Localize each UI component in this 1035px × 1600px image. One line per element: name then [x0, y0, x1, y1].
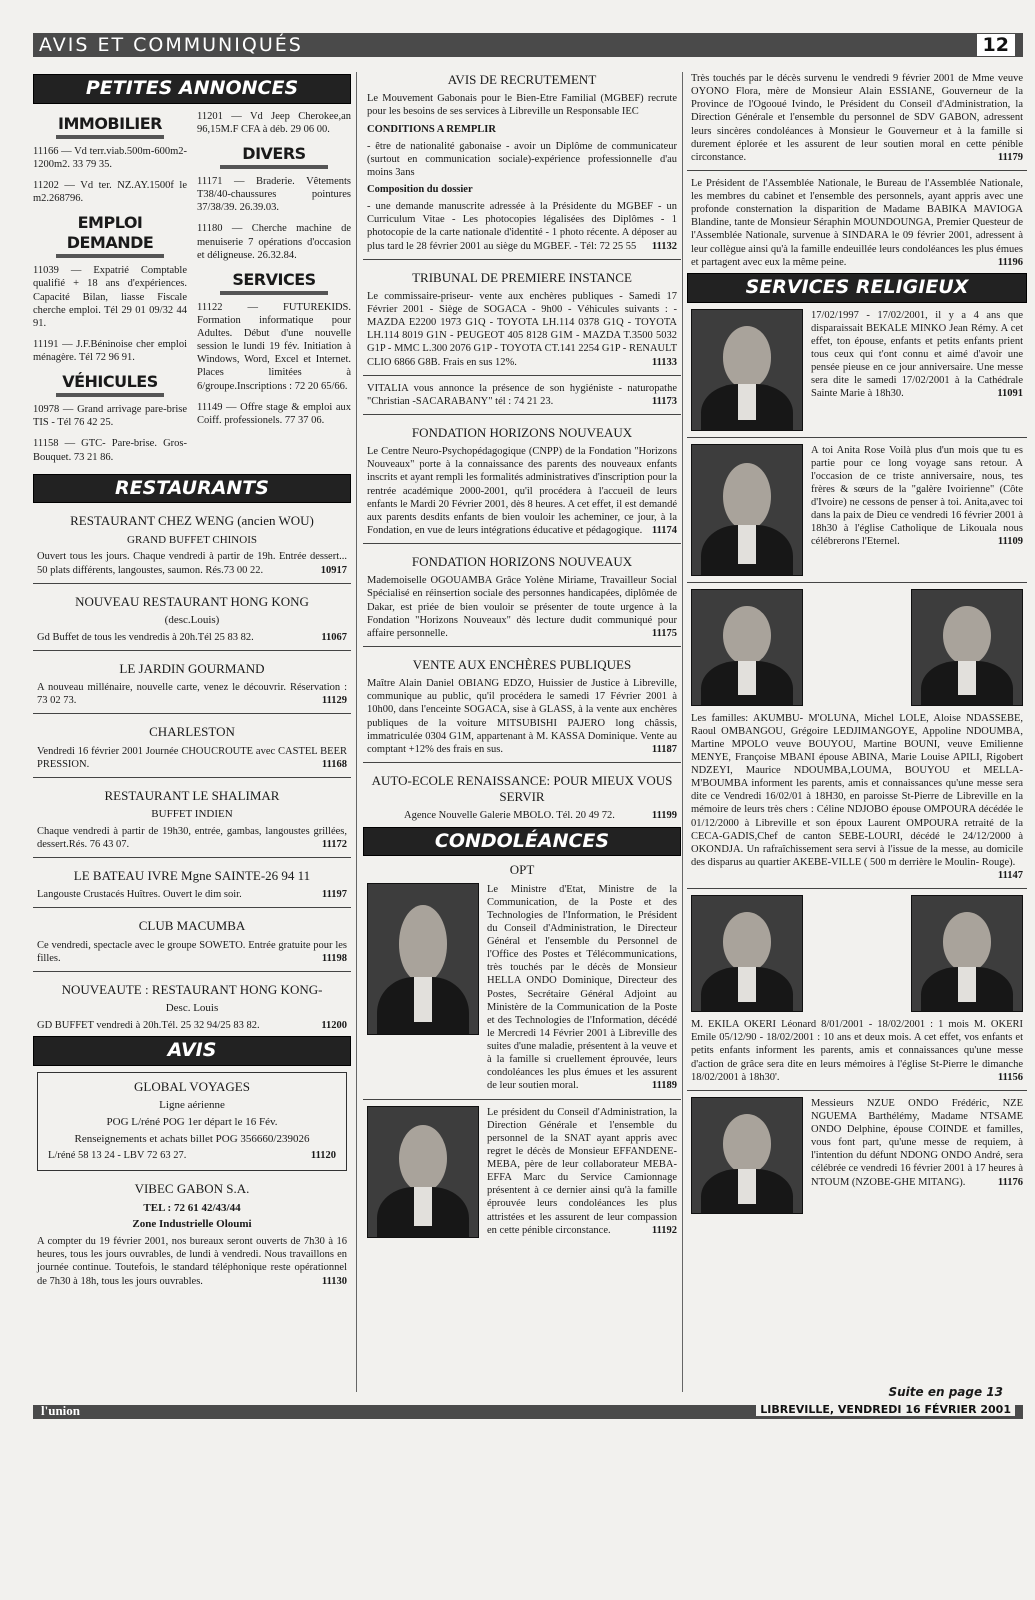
ad-ref: 11189	[651, 1080, 677, 1092]
restaurant-body: Gd Buffet de tous les vendredis à 20h.Tél 25 83 82.	[37, 631, 254, 643]
ad-body: Agence Nouvelle Galerie MBOLO. Tél. 20 49 72.	[403, 810, 615, 822]
ad-ref: 11129	[321, 695, 347, 707]
ad-ref: 11172	[321, 838, 347, 850]
portrait-photo	[367, 883, 479, 1035]
ad-body: A toi Anita Rose Voilà plus d'un mois que tu es partie pour ce long voyage sans retour. A l'occasion de ce triste anniversaire, nous, tes frères & sœurs de la "galère Ivoirienne" (Côte d'Ivoire) ne cessons de penser à toi. Anita,avec toi dans la paix de Dieu ce vendredi 16 février 2001 à 18h30 à l'église Catholique de Likouala nous célébrerons l'Eternel.	[811, 444, 1023, 548]
portrait-photo	[367, 1106, 479, 1238]
restaurant-title: CLUB MACUMBA	[138, 918, 246, 934]
ad-ref: 11198	[321, 952, 347, 964]
classified-ad: 11122 — FUTUREKIDS. Formation informatique pour Adultes. Début d'une nouvelle session le lundi 19 fév. Initiation à Windows, Word, Excel et Internet. Places limitées à 6/groupe.Inscriptions : 72 20 65/66.	[197, 301, 351, 392]
portrait-photo	[911, 895, 1023, 1012]
portrait-photo	[691, 309, 803, 431]
ad-title: FONDATION HORIZONS NOUVEAUX	[411, 424, 633, 440]
classified-ad: 11039 — Expatrié Comptable qualifié + 18 ans d'expériences. Capacité Bilan, liasse Fiscale cherche emploi. Tél 29 01 09/32 44 91.	[33, 265, 187, 329]
ad-body: VITALIA vous annonce la présence de son hygiéniste - naturopathe "Christian -SACARABANY" tél : 74 21 23.	[367, 382, 677, 407]
restaurant-title: NOUVEAU RESTAURANT HONG KONG	[75, 593, 309, 609]
ad-title: AUTO-ECOLE RENAISSANCE: POUR MIEUX VOUS SERVIR	[371, 772, 673, 805]
ad-ref: 10917	[320, 564, 347, 576]
restaurant-body: Ce vendredi, spectacle avec le groupe SOWETO. Entrée gratuite pour les filles.	[37, 939, 347, 964]
restaurant-title: NOUVEAUTE : RESTAURANT HONG KONG-	[61, 981, 323, 997]
classifieds-col-a	[33, 110, 187, 472]
ad-title: OPT	[509, 862, 535, 878]
global-voyages-box	[37, 1072, 347, 1172]
portrait-photo	[691, 895, 803, 1012]
classified-ad: 11201 — Vd Jeep Cherokee,an 96,15M.F CFA à déb. 29 06 00.	[197, 110, 351, 135]
column-left	[33, 72, 351, 1292]
ad-title: GLOBAL VOYAGES	[134, 1078, 250, 1094]
divers-heading: DIVERS	[242, 144, 306, 163]
restaurant-body: Chaque vendredi à partir de 19h30, entrée, gambas, langoustes grillées, dessert.Rés. 76 43 07.	[37, 825, 347, 850]
ad-ref: 11132	[651, 240, 677, 252]
column-middle	[363, 72, 681, 1238]
ad-body: Les familles: AKUMBU- M'OLUNA, Michel LOLE, Aloise NDASSEBE, Raoul OMBANGOU, Grégoire LEDJIMANGOYE, Appoline NDOUMBA, Martine MPOLO veuve BOUYOU, Martine BOUNI, veuve Emilienne MENYE, Françoise MBANI épouse ABINA, Marie Louise APILI, Rigobert NDZEYI, Maurice NDOUMBA,LOUMA, BOUYOU et MELLA-M'BOUMBA informent les parents, amis et connaissances qu'une messe sera dite ce Vendredi 16/02/01 à 18H30, en paroisse St-Pierre de Libreville en la mémoire de leurs très chers : Céline NDJOBO épouse OMPOURA décédée le 01/12/2000 à Libreville et son époux Laurent OMPOURA retraité de la CECA-GADIS,Chef de canton SEBE-LOURI, décédé le 24/12/2000 à OKONDJA. Un rafraîchissement sera servi à l'issue de la messe, au domicile des disparus au quartier AKEBE-VILLE ( 500 m derrière le Moulin- Rouge).	[691, 712, 1023, 868]
ad-ref: 11091	[997, 388, 1023, 400]
ad-ref: 11179	[997, 151, 1023, 163]
newspaper-brand: l'union	[41, 1403, 81, 1418]
ad-body: Le Ministre d'Etat, Ministre de la Communication, de la Poste et des Technologies de l'Information, le Président du Conseil d'Administration, le Directeur Général et l'ensemble du Personnel de l'Office des Postes et Télécommunications, très touchés par le décès de Monsieur HELLA ONDO Dominique, Directeur des Postes, Secrétaire Général Adjoint au Ministère de la Communication de la Poste et des Technologies de l'Information, décédé le Mercredi 14 Février 2001 à Libreville des suites d'une maladie, présentent à la veuve et à la famille si cruellement éprouvée, leurs condoléances les plus émues et les assurent de leur soutien moral.	[487, 883, 677, 1092]
condoleances-band: CONDOLÉANCES	[363, 827, 681, 857]
ad-body: Maître Alain Daniel OBIANG EDZO, Huissier de Justice à Libreville, communique au public, qu'il procédera le samedi 17 Février 2001 à 10h00, dans l'enceinte SOGACA, sise à GLASS, à la vente aux enchères publiques de la voiture MITSUBISHI PAJERO long châssis, immatriculée 0304 G1M, appartenant à M. KASSA Dominique. Vente au comptant +12% des frais en sus.	[367, 678, 677, 755]
classified-ad: 11202 — Vd ter. NZ.AY.1500f le m2.268796.	[33, 180, 187, 205]
vehicules-heading: VÉHICULES	[62, 372, 158, 392]
ad-ref: 11067	[321, 631, 347, 643]
classified-ad: 11158 — GTC- Pare-brise. Gros-Bouquet. 73 21 86.	[33, 438, 187, 463]
ad-body: Le Centre Neuro-Psychopédagogique (CNPP) de la Fondation "Horizons Nouveaux" porte à la connaissance des parents des nouveaux enfants inscrits et ayant rempli les formalités administratives d'inscription pour la rentrée académique 2000-2001, qu'il procédera à l'accueil de leurs enfants le Mardi 20 Février 2001, dès 8 heures. A cet effet, il est demandé aux parents desdits enfants de bien vouloir les acheminer, ce jour, à la Fondation, en vue de leurs intégrations éducative et pédagogique.	[367, 446, 677, 536]
ad-body: Le commissaire-priseur- vente aux enchères publiques - Samedi 17 Février 2001 - Siège de SOGACA - 9h00 - Véhicules suivants : - MAZDA E2200 1973 G1Q - TOYOTA LH.114 0378 G1Q - TOYOTA LH.114 8019 G1N - PEUGEOT 405 8128 G1M - MAZDA T.3500 5032 G1P - MMC L.300 2076 G1P - TOYOTA CT.141 2254 G1P - RENAULT CLIO 6866 G8B. Frais en sus 12%.	[367, 290, 677, 368]
restaurant-subtitle: BUFFET INDIEN	[151, 808, 233, 820]
ad-ref: 11187	[651, 743, 677, 755]
ad-body: Mademoiselle OGOUAMBA Grâce Yolène Miriame, Travailleur Social Spécialisé en réinsertion sociale des personnes handicapées, diplômée de Dakar, est priée de bien vouloir se présenter de toute urgence à la Fondation "Horizons Nouveaux" dès lecture dudit communiqué pour affaire personnelle.	[367, 575, 677, 639]
classifieds-col-b	[197, 110, 351, 472]
ad-ref: 11199	[651, 810, 677, 822]
portrait-photo	[691, 589, 803, 706]
classified-ad: 11149 — Offre stage & emploi aux Coiff. professionels. 77 37 06.	[197, 401, 351, 426]
classified-ad: 11191 — J.F.Béninoise cher emploi ménagère. Tél 72 96 91.	[33, 338, 187, 363]
ad-body: A compter du 19 février 2001, nos bureaux seront ouverts de 7h30 à 16 heures, tous les jours ouvrables, de lundi à vendredi. Nous travaillons en journée continue. Toutefois, le standard téléphonique reste opérationnel de 7h30 à 18h, tous les jours ouvrables.	[37, 1236, 347, 1287]
portrait-photo	[911, 589, 1023, 706]
section-header	[33, 33, 1023, 57]
page-footer	[33, 1405, 1023, 1419]
newspaper-page	[30, 30, 1023, 1445]
restaurant-body: A nouveau millénaire, nouvelle carte, venez le découvrir. Réservation : 73 02 73.	[37, 682, 347, 707]
classified-ad: 11171 — Braderie. Vêtements T38/40-chaussures pointures 37/38/39. 26.39.03.	[197, 176, 351, 214]
issue-date: LIBREVILLE, VENDREDI 16 FÉVRIER 2001	[756, 1403, 1015, 1416]
ad-ref: 11130	[321, 1275, 347, 1287]
portrait-photo	[691, 444, 803, 576]
restaurants-list	[33, 513, 351, 1032]
ad-body: - être de nationalité gabonaise - avoir un Diplôme de communicateur (surtout en communication sociale)-expérience professionnelle d'au moins 3ans	[367, 140, 677, 178]
column-right	[687, 72, 1027, 1214]
page-number: 12	[977, 34, 1015, 56]
restaurant-title: LE BATEAU IVRE Mgne SAINTE-26 94 11	[73, 868, 311, 883]
avis-band: AVIS	[33, 1036, 351, 1066]
ad-ref: 11109	[997, 536, 1023, 548]
immobilier-heading: IMMOBILIER	[58, 113, 162, 133]
column-rule	[682, 72, 683, 1392]
continued-note: Suite en page 13	[888, 1385, 1003, 1399]
restaurant-subtitle: Desc. Louis	[165, 1002, 219, 1015]
restaurant-title: RESTAURANT CHEZ WENG (ancien WOU)	[70, 513, 314, 529]
ad-ref: 11173	[651, 395, 677, 407]
ad-ref: 11197	[321, 889, 347, 901]
ad-body: Très touchés par le décès survenu le vendredi 9 février 2001 de Mme veuve OYONO Flora, mère de Monsieur Alain ESSIANE, Gouverneur de la Province de l'Ogooué Ivindo, le Président du Conseil d'Administration, la Direction Générale et l'ensemble du personnel de SDV GABON, adressent leurs sincères condoléances à Monsieur le Gouverneur et à la famille si durement éplorée et les assurent de leur soutien moral en cette pénible circonstance.	[691, 73, 1023, 163]
services-religieux-band: SERVICES RELIGIEUX	[687, 273, 1027, 303]
classified-ad: 10978 — Grand arrivage pare-brise TIS - Tél 76 42 25.	[33, 404, 187, 429]
column-rule	[356, 72, 357, 1392]
ad-ref: 11147	[997, 870, 1023, 881]
ad-ref: 11156	[997, 1071, 1023, 1083]
ad-body: - une demande manuscrite adressée à la Présidente du MGBEF - un Curriculum Vitae - Les photocopies légalisées des Diplômes - 1 photocopie de la carte nationale d'identité - 1 photo récente. A déposer au plus tard le 28 février 2001 au siège du MGBEF. - Tél: 72 25 55	[367, 201, 677, 252]
section-title: AVIS ET COMMUNIQUÉS	[39, 34, 303, 56]
ad-ref: 11168	[321, 758, 347, 770]
ad-body: Messieurs NZUE ONDO Frédéric, NZE NGUEMA Barthélémy, Madame NTSAME ONDO Delphine, épouse COINDE et familles, vous font part, qu'une messe de requiem, à l'intention du défunt NDONG ONDO André, sera célébrée ce vendredi 16 février 2001 à 17 heures à NTOUM (NZOBE-GHE MITANG).	[811, 1097, 1023, 1188]
ad-title: VIBEC GABON S.A.	[134, 1181, 250, 1197]
ad-body: Le Mouvement Gabonais pour le Bien-Etre Familial (MGBEF) recrute pour les besoins de ses services à Libreville un Responsable IEC	[367, 93, 677, 118]
ad-line: L/réné 58 13 24 - LBV 72 63 27.	[48, 1150, 187, 1162]
ad-title: FONDATION HORIZONS NOUVEAUX	[411, 554, 633, 569]
ad-ref: 11176	[997, 1176, 1023, 1188]
ad-line: POG L/réné POG 1er départ le 16 Fév.	[106, 1115, 278, 1128]
ad-subtitle: Composition du dossier	[367, 184, 473, 195]
ad-ref: 11175	[651, 627, 677, 639]
ad-ref: 11196	[997, 256, 1023, 268]
restaurant-subtitle: (desc.Louis)	[164, 613, 220, 626]
ad-ref: 11192	[651, 1224, 677, 1236]
ad-title: TRIBUNAL DE PREMIERE INSTANCE	[412, 269, 632, 285]
restaurant-subtitle: GRAND BUFFET CHINOIS	[127, 533, 257, 546]
ad-line: Ligne aérienne	[159, 1099, 225, 1111]
ad-title: VENTE AUX ENCHÈRES PUBLIQUES	[412, 656, 632, 672]
restaurant-title: RESTAURANT LE SHALIMAR	[104, 787, 280, 803]
classified-ad: 11180 — Cherche machine de menuiserie 7 opérations d'occasion et déligneuse. 26.32.84.	[197, 223, 351, 261]
emploi-heading: EMPLOI DEMANDE	[66, 213, 154, 253]
ad-title: AVIS DE RECRUTEMENT	[447, 72, 597, 87]
restaurant-body: Ouvert tous les jours. Chaque vendredi à partir de 19h. Entrée dessert... 50 plats différents, langoustes, saumon. Rés.73 00 22.	[37, 551, 347, 576]
ad-ref: 11174	[651, 524, 677, 536]
restaurants-band: RESTAURANTS	[33, 474, 351, 504]
ad-body: 17/02/1997 - 17/02/2001, il y a 4 ans que disparaissait BEKALE MINKO Jean Rémy. A cet effet, ton épouse, enfants et petits enfants prient tous ceux qui t'ont connu et aimé d'avoir une pensée pieuse en ce jour anniversaire. Une messe sera dite le samedi 17/02/2001 à la Cathédrale Sainte Marie à 18h30.	[811, 309, 1023, 400]
ad-body: Le Président de l'Assemblée Nationale, le Bureau de l'Assemblée Nationale, les membres du cabinet et l'ensemble des personnels, ayant appris avec une profonde consternation la disparition de Madame BABIKA MAVIOGA Blandine, tante de Monsieur Séraphin MOUNDOUNGA, Premier Questeur de l'Assemblée Nationale, survenue à SINDARA le 09 février 2001, adressent à leur collègue ainsi qu'à la famille endeuillée leurs condoléances les plus émues et partagent avec eux la même peine.	[691, 177, 1023, 268]
petites-annonces-band: PETITES ANNONCES	[33, 74, 351, 104]
ad-ref: 11120	[310, 1150, 336, 1162]
ad-body: Le président du Conseil d'Administration, la Direction Générale et l'ensemble du personnel de la SNAT ayant appris avec regret le décès de Monsieur EFFANDENE-MEBA, père de leur collaborateur MEBA-EFFA Marc du Service Camionnage présentent à ce dernier ainsi qu'à la famille éprouvée leurs condoléances les plus attristées et les assurent de leur compassion en cette pénible circonstance.	[487, 1106, 677, 1236]
ad-subtitle: CONDITIONS A REMPLIR	[367, 123, 496, 135]
ad-line: Renseignements et achats billet POG 356660/239026	[74, 1132, 310, 1145]
restaurant-body: GD BUFFET vendredi à 20h.Tél. 25 32 94/25 83 82.	[37, 1019, 260, 1031]
restaurant-title: LE JARDIN GOURMAND	[119, 660, 265, 676]
restaurant-title: CHARLESTON	[149, 724, 235, 740]
classified-ad: 11166 — Vd terr.viab.500m-600m2-1200m2. 33 79 35.	[33, 145, 187, 170]
services-heading: SERVICES	[232, 269, 316, 289]
ad-line: TEL : 72 61 42/43/44	[143, 1201, 241, 1214]
ad-ref: 11200	[321, 1019, 347, 1031]
restaurant-body: Vendredi 16 février 2001 Journée CHOUCROUTE avec CASTEL BEER PRESSION.	[37, 745, 347, 770]
ad-line: Zone Industrielle Oloumi	[132, 1218, 252, 1231]
ad-body: M. EKILA OKERI Léonard 8/01/2001 - 18/02/2001 : 1 mois M. OKERI Emile 05/12/90 - 18/02/2001 : 10 ans et deux mois. A cet effet, vos enfants et petits enfants informent les parents, amis et connaissances qu'une messe d'action de grâce sera dite en leurs mémoires à l'église St-Pierre le dimanche 18/02/2001 à 18h30'.	[691, 1019, 1023, 1083]
restaurant-body: Langouste Crustacés Huîtres. Ouvert le dim soir.	[37, 889, 242, 901]
ad-ref: 11133	[651, 356, 677, 368]
portrait-photo	[691, 1097, 803, 1214]
